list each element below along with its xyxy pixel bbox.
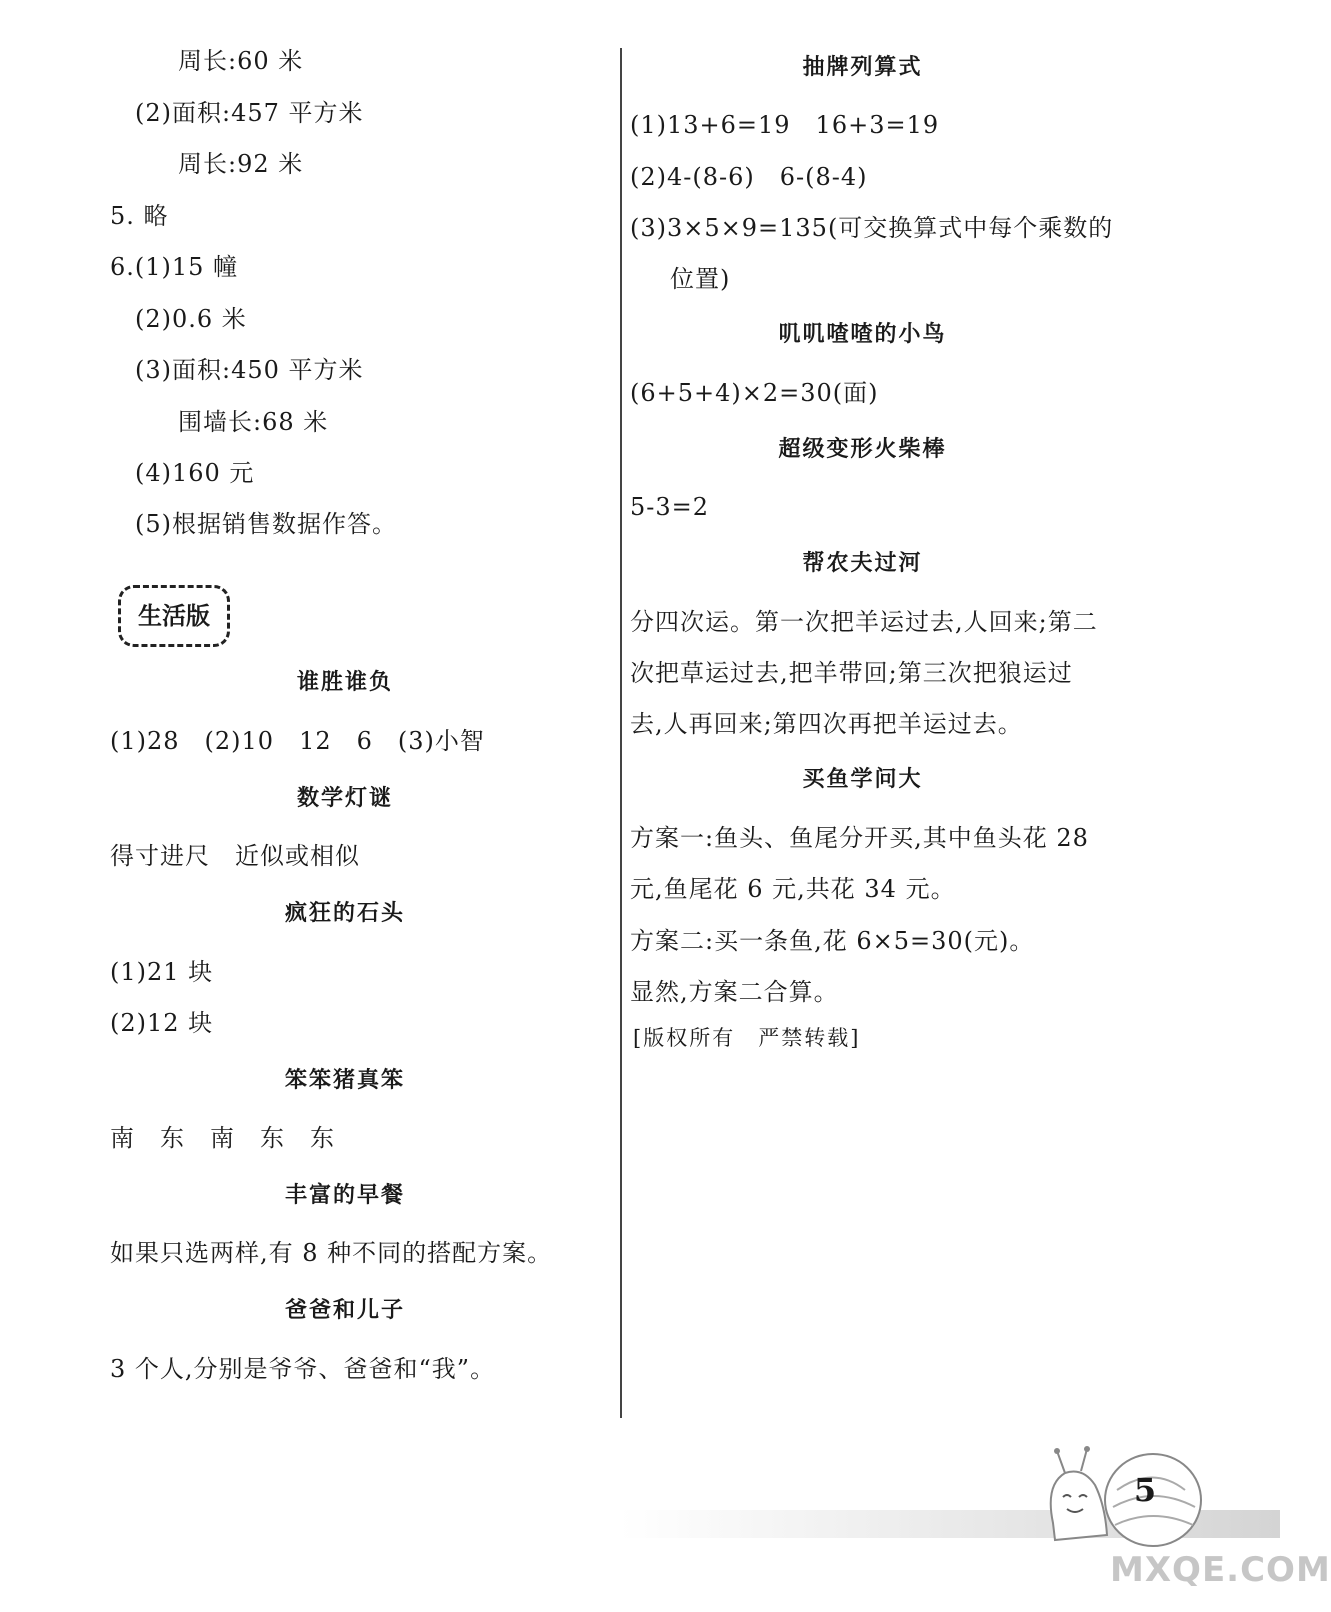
text-line: (6+5+4)×2=30(面) <box>630 379 879 407</box>
text-line: 3 个人,分别是爷爷、爸爸和“我”。 <box>110 1355 496 1383</box>
text-line: 周长:92 米 <box>178 150 304 178</box>
section-badge <box>118 585 230 647</box>
text-line: (2)4-(8-6) 6-(8-4) <box>630 163 868 191</box>
watermark-text: MXQE.COM <box>1110 1550 1331 1590</box>
text-line: 如果只选两样,有 8 种不同的搭配方案。 <box>110 1239 553 1267</box>
copyright-notice: [版权所有 严禁转载] <box>633 1026 861 1050</box>
page-number: 5 <box>1133 1471 1157 1509</box>
section-title: 疯狂的石头 <box>284 901 405 926</box>
text-line: 围墙长:68 米 <box>178 408 329 436</box>
text-line: 方案一:鱼头、鱼尾分开买,其中鱼头花 28 <box>630 824 1089 852</box>
section-title: 数学灯谜 <box>296 786 393 811</box>
text-line: (1)13+6=19 16+3=19 <box>630 111 940 139</box>
text-line: (1)21 块 <box>110 958 214 986</box>
text-line: 方案二:买一条鱼,花 6×5=30(元)。 <box>630 927 1035 955</box>
text-line: (3)3×5×9=135(可交换算式中每个乘数的 <box>630 214 1114 242</box>
text-line: 南 东 南 东 东 <box>110 1124 335 1152</box>
section-title: 爸爸和儿子 <box>284 1298 405 1323</box>
text-line: 位置) <box>670 265 731 293</box>
text-line: 显然,方案二合算。 <box>630 978 839 1006</box>
section-title: 叽叽喳喳的小鸟 <box>778 322 947 347</box>
column-divider <box>620 48 622 1418</box>
text-line: (5)根据销售数据作答。 <box>135 510 397 538</box>
text-line: 分四次运。第一次把羊运过去,人回来;第二 <box>630 608 1098 636</box>
section-title: 丰富的早餐 <box>284 1183 405 1208</box>
section-title: 谁胜谁负 <box>296 670 393 695</box>
section-title: 买鱼学问大 <box>802 767 923 792</box>
text-line: (2)面积:457 平方米 <box>135 99 364 127</box>
section-title: 笨笨猪真笨 <box>284 1068 405 1093</box>
text-line: 次把草运过去,把羊带回;第三次把狼运过 <box>630 659 1073 687</box>
text-line: 6.(1)15 幢 <box>110 253 239 281</box>
text-line: 元,鱼尾花 6 元,共花 34 元。 <box>630 875 956 903</box>
text-line: 5-3=2 <box>630 493 710 521</box>
snail-mascot-icon <box>1035 1445 1210 1555</box>
section-title: 抽牌列算式 <box>802 55 923 80</box>
text-line: (2)0.6 米 <box>135 305 247 333</box>
text-line: 周长:60 米 <box>178 47 304 75</box>
text-line: (4)160 元 <box>135 459 255 487</box>
text-line: (2)12 块 <box>110 1009 214 1037</box>
section-title: 帮农夫过河 <box>802 551 923 576</box>
text-line: (1)28 (2)10 12 6 (3)小智 <box>110 727 485 755</box>
section-badge-label: 生活版 <box>138 602 210 630</box>
text-line: 去,人再回来;第四次再把羊运过去。 <box>630 710 1023 738</box>
text-line: 得寸进尺 近似或相似 <box>110 842 360 870</box>
text-line: (3)面积:450 平方米 <box>135 356 364 384</box>
text-line: 5. 略 <box>110 202 169 230</box>
section-title: 超级变形火柴棒 <box>778 437 947 462</box>
